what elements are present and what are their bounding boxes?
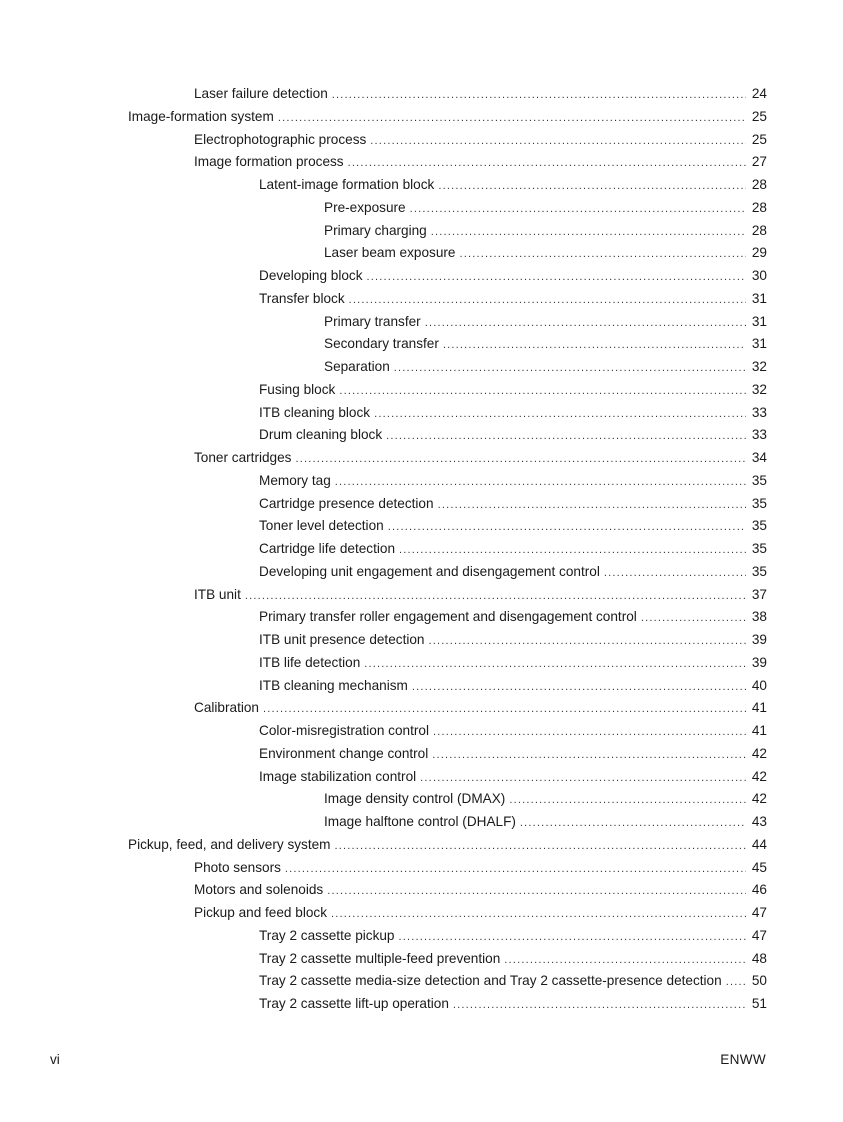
toc-entry-title: Motors and solenoids bbox=[194, 882, 324, 898]
toc-entry-page: 43 bbox=[751, 814, 767, 829]
toc-entry[interactable] bbox=[0, 151, 843, 174]
toc-entry[interactable] bbox=[0, 424, 843, 447]
toc-entry[interactable] bbox=[0, 902, 843, 925]
toc-entry-page: 31 bbox=[751, 313, 767, 329]
toc-entry-title: Fusing block bbox=[259, 381, 336, 397]
toc-entry[interactable] bbox=[0, 470, 843, 493]
dot-leader bbox=[348, 152, 746, 175]
table-of-contents bbox=[0, 83, 843, 1016]
toc-entry-page: 28 bbox=[751, 222, 767, 238]
toc-entry-page: 28 bbox=[751, 199, 767, 215]
toc-entry-title: Developing unit engagement and disengagement control bbox=[259, 563, 600, 579]
dot-leader bbox=[641, 607, 746, 630]
dot-leader bbox=[399, 926, 747, 949]
footer-page-number: vi bbox=[50, 1052, 60, 1067]
dot-leader bbox=[374, 403, 746, 426]
dot-leader bbox=[335, 835, 747, 858]
toc-entry-page: 41 bbox=[751, 700, 767, 716]
toc-entry-title: Photo sensors bbox=[194, 859, 281, 875]
toc-entry[interactable] bbox=[0, 311, 843, 334]
dot-leader bbox=[431, 221, 746, 244]
toc-entry-title: Image halftone control (DHALF) bbox=[324, 814, 516, 829]
toc-entry-title: Image-formation system bbox=[128, 108, 274, 124]
dot-leader bbox=[443, 334, 746, 357]
toc-entry[interactable] bbox=[0, 993, 843, 1016]
dot-leader bbox=[433, 721, 746, 744]
toc-entry-title: Secondary transfer bbox=[324, 336, 439, 352]
dot-leader bbox=[453, 994, 746, 1017]
dot-leader bbox=[520, 812, 746, 835]
toc-entry[interactable] bbox=[0, 197, 843, 220]
toc-entry-title: Cartridge life detection bbox=[259, 541, 396, 556]
dot-leader bbox=[263, 698, 746, 721]
toc-entry-page: 25 bbox=[751, 108, 767, 124]
dot-leader bbox=[349, 289, 746, 312]
toc-entry[interactable] bbox=[0, 629, 843, 652]
toc-entry-page: 35 bbox=[751, 563, 767, 579]
dot-leader bbox=[726, 971, 746, 994]
toc-entry-title: ITB cleaning mechanism bbox=[259, 677, 408, 693]
toc-entry-title: Toner level detection bbox=[259, 518, 384, 534]
dot-leader bbox=[394, 357, 746, 380]
dot-leader bbox=[438, 175, 746, 198]
toc-entry[interactable] bbox=[0, 242, 843, 265]
toc-entry-title: Primary transfer bbox=[324, 313, 421, 329]
toc-entry-page: 39 bbox=[751, 654, 767, 670]
toc-entry-title: Image density control (DMAX) bbox=[324, 791, 506, 807]
toc-entry-page: 33 bbox=[751, 427, 767, 443]
dot-leader bbox=[331, 903, 746, 926]
toc-entry[interactable] bbox=[0, 857, 843, 880]
toc-entry[interactable] bbox=[0, 83, 843, 106]
toc-entry[interactable] bbox=[0, 333, 843, 356]
toc-entry-page: 35 bbox=[751, 518, 767, 534]
toc-entry-title: Electrophotographic process bbox=[194, 131, 367, 147]
toc-entry-page: 38 bbox=[751, 609, 767, 625]
toc-entry-page: 25 bbox=[751, 131, 767, 147]
toc-entry-page: 42 bbox=[751, 791, 767, 807]
toc-entry-page: 27 bbox=[751, 154, 767, 170]
dot-leader bbox=[364, 653, 746, 676]
toc-entry[interactable] bbox=[0, 129, 843, 152]
toc-entry-title: ITB unit bbox=[194, 586, 241, 602]
toc-entry-page: 45 bbox=[751, 859, 767, 875]
toc-entry[interactable] bbox=[0, 106, 843, 129]
toc-entry-title: Pre-exposure bbox=[324, 199, 406, 215]
toc-entry-title: Environment change control bbox=[259, 745, 429, 761]
dot-leader bbox=[410, 198, 746, 221]
dot-leader bbox=[327, 880, 746, 903]
toc-entry[interactable] bbox=[0, 220, 843, 243]
toc-entry-title: Latent-image formation block bbox=[259, 177, 435, 192]
toc-entry-page: 42 bbox=[751, 745, 767, 761]
toc-entry-title: Developing block bbox=[259, 268, 363, 283]
toc-entry-title: Color-misregistration control bbox=[259, 723, 429, 738]
toc-entry-title: Tray 2 cassette lift-up operation bbox=[259, 996, 449, 1011]
toc-entry[interactable] bbox=[0, 834, 843, 857]
toc-entry-title: Drum cleaning block bbox=[259, 427, 383, 443]
toc-entry-page: 37 bbox=[751, 586, 767, 602]
toc-entry-title: Tray 2 cassette media-size detection and Tray 2 cassette-presence detection bbox=[259, 973, 722, 989]
toc-entry[interactable] bbox=[0, 515, 843, 538]
toc-entry-page: 47 bbox=[751, 927, 767, 943]
toc-entry-title: Cartridge presence detection bbox=[259, 495, 434, 511]
dot-leader bbox=[285, 858, 746, 881]
toc-entry[interactable] bbox=[0, 538, 843, 561]
toc-entry-title: Image formation process bbox=[194, 154, 344, 170]
toc-entry[interactable] bbox=[0, 788, 843, 811]
toc-entry[interactable] bbox=[0, 379, 843, 402]
toc-entry-page: 30 bbox=[751, 268, 767, 283]
toc-entry-title: Image stabilization control bbox=[259, 768, 417, 784]
dot-leader bbox=[278, 107, 746, 130]
toc-entry-title: Separation bbox=[324, 359, 390, 374]
toc-entry-page: 31 bbox=[751, 290, 767, 306]
toc-entry-title: Tray 2 cassette multiple-feed prevention bbox=[259, 950, 501, 966]
toc-entry[interactable] bbox=[0, 879, 843, 902]
toc-entry[interactable] bbox=[0, 561, 843, 584]
toc-entry-page: 39 bbox=[751, 632, 767, 647]
dot-leader bbox=[425, 312, 746, 335]
dot-leader bbox=[332, 84, 746, 107]
toc-entry-page: 35 bbox=[751, 472, 767, 488]
dot-leader bbox=[429, 630, 747, 653]
dot-leader bbox=[432, 744, 746, 767]
toc-entry-title: Pickup, feed, and delivery system bbox=[128, 836, 331, 852]
dot-leader bbox=[386, 425, 746, 448]
toc-entry-page: 29 bbox=[751, 245, 767, 261]
toc-entry-title: Primary transfer roller engagement and disengagement control bbox=[259, 609, 637, 625]
toc-entry-page: 28 bbox=[751, 177, 767, 192]
toc-entry-page: 32 bbox=[751, 359, 767, 374]
toc-entry[interactable] bbox=[0, 584, 843, 607]
dot-leader bbox=[370, 130, 746, 153]
dot-leader bbox=[438, 494, 746, 517]
toc-entry-page: 47 bbox=[751, 905, 767, 920]
toc-entry-page: 35 bbox=[751, 495, 767, 511]
toc-entry-title: Calibration bbox=[194, 700, 259, 716]
dot-leader bbox=[367, 266, 746, 289]
toc-entry[interactable] bbox=[0, 174, 843, 197]
toc-entry[interactable] bbox=[0, 606, 843, 629]
toc-entry-page: 33 bbox=[751, 404, 767, 420]
toc-entry-title: Laser failure detection bbox=[194, 86, 328, 101]
dot-leader bbox=[339, 380, 746, 403]
toc-entry-page: 31 bbox=[751, 336, 767, 352]
toc-entry[interactable] bbox=[0, 402, 843, 425]
dot-leader bbox=[335, 471, 746, 494]
toc-entry[interactable] bbox=[0, 925, 843, 948]
toc-entry-page: 34 bbox=[751, 450, 767, 465]
toc-entry-title: ITB cleaning block bbox=[259, 404, 371, 420]
dot-leader bbox=[604, 562, 746, 585]
toc-entry-title: Transfer block bbox=[259, 290, 345, 306]
toc-entry-title: Pickup and feed block bbox=[194, 905, 328, 920]
toc-entry-page: 41 bbox=[751, 723, 767, 738]
toc-entry[interactable] bbox=[0, 265, 843, 288]
toc-entry[interactable] bbox=[0, 811, 843, 834]
footer-label: ENWW bbox=[720, 1052, 766, 1067]
dot-leader bbox=[399, 539, 746, 562]
toc-entry-page: 44 bbox=[751, 836, 767, 852]
toc-entry[interactable] bbox=[0, 356, 843, 379]
toc-entry-page: 24 bbox=[751, 86, 767, 101]
toc-entry-page: 50 bbox=[751, 973, 767, 989]
toc-entry-page: 46 bbox=[751, 882, 767, 898]
toc-entry[interactable] bbox=[0, 447, 843, 470]
toc-entry[interactable] bbox=[0, 652, 843, 675]
toc-entry-title: ITB life detection bbox=[259, 654, 361, 670]
dot-leader bbox=[420, 767, 746, 790]
dot-leader bbox=[295, 448, 746, 471]
toc-entry[interactable] bbox=[0, 697, 843, 720]
toc-entry-page: 40 bbox=[751, 677, 767, 693]
toc-entry-title: Primary charging bbox=[324, 222, 427, 238]
dot-leader bbox=[459, 243, 746, 266]
toc-entry-title: Tray 2 cassette pickup bbox=[259, 927, 395, 943]
toc-entry-page: 51 bbox=[751, 996, 767, 1011]
toc-entry-page: 48 bbox=[751, 950, 767, 966]
toc-entry[interactable] bbox=[0, 948, 843, 971]
dot-leader bbox=[509, 789, 746, 812]
dot-leader bbox=[504, 949, 746, 972]
toc-entry-title: Toner cartridges bbox=[194, 450, 292, 465]
toc-entry[interactable] bbox=[0, 766, 843, 789]
toc-entry-title: Laser beam exposure bbox=[324, 245, 456, 261]
dot-leader bbox=[245, 585, 746, 608]
toc-entry-page: 42 bbox=[751, 768, 767, 784]
toc-entry[interactable] bbox=[0, 288, 843, 311]
toc-entry[interactable] bbox=[0, 720, 843, 743]
toc-entry-title: Memory tag bbox=[259, 472, 331, 488]
toc-entry-title: ITB unit presence detection bbox=[259, 632, 425, 647]
toc-entry[interactable] bbox=[0, 675, 843, 698]
toc-entry-page: 32 bbox=[751, 381, 767, 397]
dot-leader bbox=[388, 516, 746, 539]
toc-entry[interactable] bbox=[0, 493, 843, 516]
dot-leader bbox=[412, 676, 746, 699]
toc-entry[interactable] bbox=[0, 743, 843, 766]
toc-entry-page: 35 bbox=[751, 541, 767, 556]
toc-entry[interactable] bbox=[0, 970, 843, 993]
